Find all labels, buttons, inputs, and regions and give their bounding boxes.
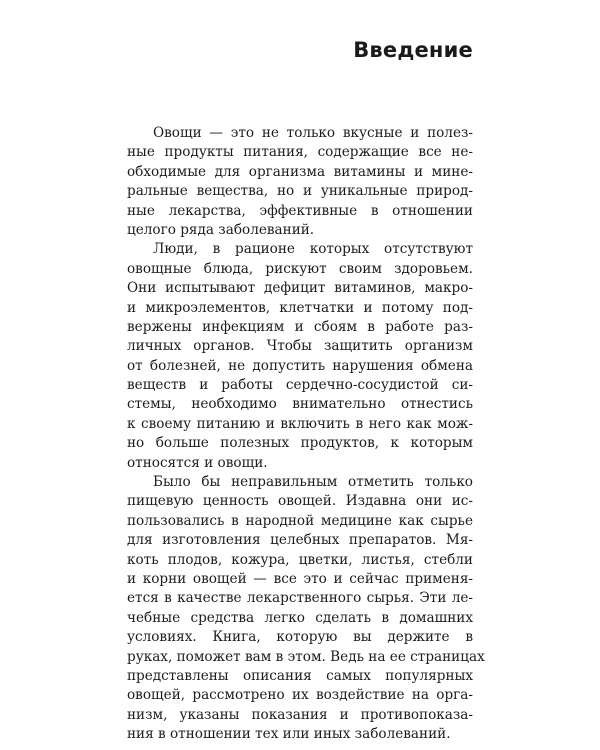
paragraph-3 <box>127 473 485 744</box>
text-line: стемы, необходимо внимательно отнестись <box>127 396 473 413</box>
body-text <box>127 124 485 745</box>
text-line: Было бы неправильным отметить только <box>153 474 473 491</box>
text-line: личных органов. Чтобы защитить организм <box>127 338 473 355</box>
text-line: но больше полезных продуктов, к которым <box>127 435 473 452</box>
text-line: к своему питанию и включить в него как мож- <box>127 415 473 432</box>
text-line: Они испытывают дефицит витаминов, макро- <box>127 280 473 297</box>
text-line: овощей, рассмотрено их воздействие на орга- <box>127 687 473 704</box>
text-line: коть плодов, кожура, цветки, листья, стебли <box>127 551 473 568</box>
text-line: овощные блюда, рискуют своим здоровьем. <box>127 260 473 277</box>
text-line: Овощи — это не только вкусные и полез- <box>153 125 473 141</box>
text-line: ные лекарства, эффективные в отношении <box>127 202 473 219</box>
text-line: веществ и работы сердечно-сосудистой си- <box>127 377 473 394</box>
paragraph-1 <box>127 124 473 240</box>
text-line: и корни овощей — все это и сейчас применя- <box>127 570 473 587</box>
text-line: относятся и овощи. <box>127 454 268 471</box>
text-line: обходимые для организма витамины и мине- <box>127 163 473 180</box>
text-line: ральные вещества, но и уникальные природ- <box>127 183 473 200</box>
text-line: Люди, в рационе которых отсутствуют <box>153 241 473 258</box>
text-line: от болезней, не допустить нарушения обмена <box>127 357 473 374</box>
text-line: низм, указаны показания и противопоказа- <box>127 706 473 723</box>
text-line: и микроэлементов, клетчатки и потому под- <box>127 299 473 316</box>
text-line: для изготовления целебных препаратов. Мя- <box>127 532 473 549</box>
text-line: ные продукты питания, содержащие все не- <box>127 144 473 161</box>
text-line: пищевую ценность овощей. Издавна они ис- <box>127 493 473 510</box>
text-line: ния в отношении тех или иных заболеваний. <box>127 726 451 743</box>
text-line: вержены инфекциям и сбоям в работе раз- <box>127 318 473 335</box>
paragraph-2 <box>127 240 473 473</box>
text-line: целого ряда заболеваний. <box>127 221 315 238</box>
text-line: пользовались в народной медицине как сырье <box>127 512 473 529</box>
text-line: условиях. Книга, которую вы держите в <box>127 629 473 646</box>
text-line: руках, поможет вам в этом. Ведь на ее страницах <box>127 648 485 665</box>
text-line: представлены описания самых популярных <box>127 667 473 684</box>
text-line: ется в качестве лекарственного сырья. Эти ле- <box>127 590 473 607</box>
text-line: чебные средства легко сделать в домашних <box>127 609 473 626</box>
chapter-title: Введение <box>353 38 473 62</box>
